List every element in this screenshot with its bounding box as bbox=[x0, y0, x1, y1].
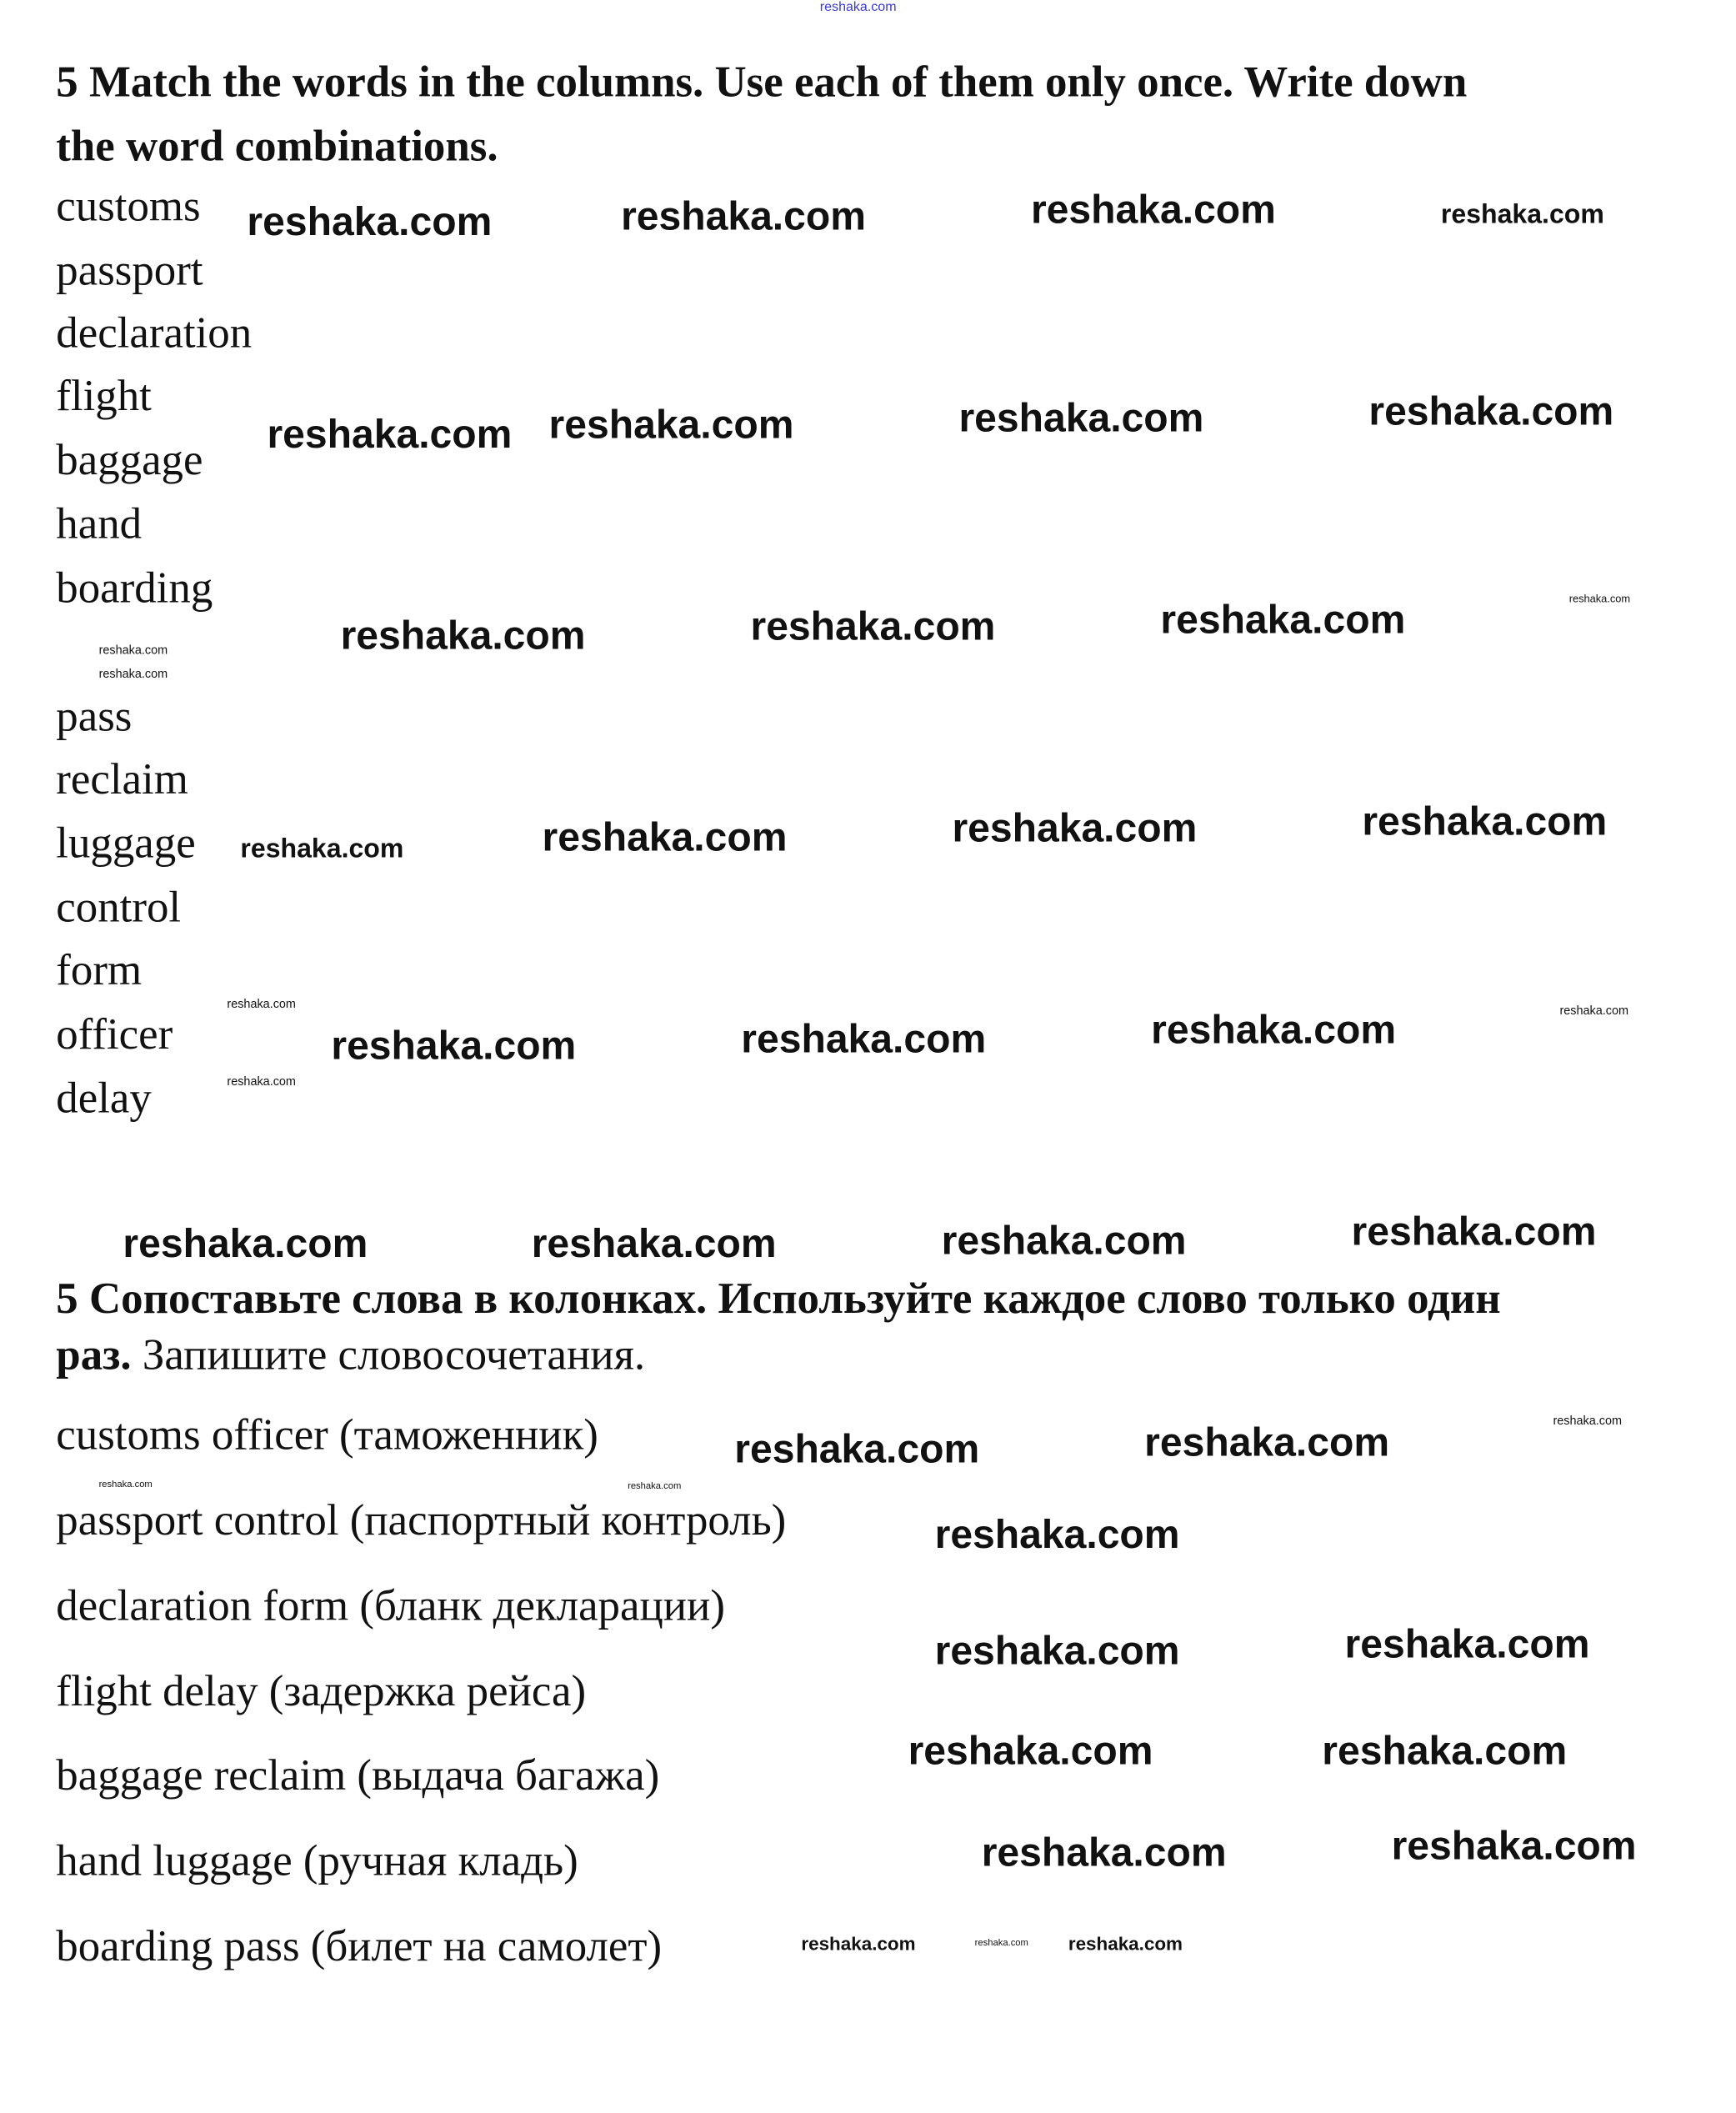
word-item-delay: delay bbox=[56, 1074, 152, 1124]
watermark: reshaka.com bbox=[98, 667, 168, 681]
watermark: reshaka.com bbox=[548, 403, 794, 448]
watermark: reshaka.com bbox=[1144, 1420, 1390, 1465]
watermark: reshaka.com bbox=[1151, 1008, 1397, 1053]
word-item-pass: pass bbox=[56, 693, 133, 742]
watermark: reshaka.com bbox=[734, 1427, 980, 1472]
watermark: reshaka.com bbox=[340, 614, 586, 658]
answer-item: flight delay (задержка рейса) bbox=[56, 1668, 587, 1716]
watermark: reshaka.com bbox=[1568, 593, 1631, 605]
answer-item: baggage reclaim (выдача багажа) bbox=[56, 1752, 660, 1800]
watermark: reshaka.com bbox=[1351, 1209, 1597, 1254]
watermark: reshaka.com bbox=[98, 1480, 153, 1490]
watermark: reshaka.com bbox=[542, 816, 788, 860]
watermark: reshaka.com bbox=[934, 1513, 1180, 1558]
watermark: reshaka.com bbox=[628, 1481, 682, 1491]
answer-item: passport control (паспортный контроль) bbox=[56, 1497, 787, 1545]
watermark: reshaka.com bbox=[123, 1222, 368, 1266]
watermark: reshaka.com bbox=[1160, 598, 1406, 643]
watermark: reshaka.com bbox=[247, 200, 493, 245]
watermark: reshaka.com bbox=[1322, 1729, 1568, 1774]
watermark: reshaka.com bbox=[750, 604, 996, 649]
watermark: reshaka.com bbox=[267, 413, 513, 457]
watermark: reshaka.com bbox=[1030, 188, 1276, 233]
watermark: reshaka.com bbox=[1391, 1824, 1637, 1869]
watermark: reshaka.com bbox=[908, 1729, 1153, 1774]
answer-item: declaration form (бланк декларации) bbox=[56, 1582, 725, 1631]
watermark: reshaka.com bbox=[1440, 200, 1604, 230]
watermark: reshaka.com bbox=[240, 834, 404, 864]
exercise-heading-line2: the word combinations. bbox=[56, 123, 498, 172]
watermark: reshaka.com bbox=[952, 806, 1198, 851]
word-item-luggage: luggage bbox=[56, 819, 196, 869]
watermark: reshaka.com bbox=[1553, 1414, 1623, 1428]
word-item-form: form bbox=[56, 947, 143, 995]
watermark: reshaka.com bbox=[958, 396, 1204, 441]
word-item-boarding: boarding bbox=[56, 564, 213, 613]
watermark: reshaka.com bbox=[1068, 1932, 1183, 1955]
watermark: reshaka.com bbox=[1368, 389, 1614, 434]
watermark: reshaka.com bbox=[331, 1024, 577, 1069]
word-item-control: control bbox=[56, 884, 182, 933]
watermark: reshaka.com bbox=[227, 1074, 296, 1089]
top-watermark: reshaka.com bbox=[819, 0, 897, 15]
watermark: reshaka.com bbox=[1362, 799, 1608, 844]
watermark: reshaka.com bbox=[941, 1219, 1187, 1264]
word-item-customs: customs bbox=[56, 183, 201, 232]
watermark: reshaka.com bbox=[531, 1222, 777, 1266]
answer-item: boarding pass (билет на самолет) bbox=[56, 1923, 663, 1971]
watermark: reshaka.com bbox=[621, 194, 867, 239]
word-item-officer: officer bbox=[56, 1010, 173, 1059]
word-item-declaration: declaration bbox=[56, 309, 253, 358]
ru-heading-bold: раз. bbox=[56, 1331, 132, 1380]
watermark: reshaka.com bbox=[1559, 1004, 1629, 1018]
ru-heading-line1: 5 Сопоставьте слова в колонках. Используйте каждое слово только один bbox=[56, 1275, 1501, 1324]
exercise-heading-line1: 5 Match the words in the columns. Use each of them only once. Write down bbox=[56, 58, 1468, 108]
watermark: reshaka.com bbox=[974, 1938, 1028, 1948]
watermark: reshaka.com bbox=[741, 1017, 987, 1062]
watermark: reshaka.com bbox=[801, 1932, 916, 1955]
answer-item: customs officer (таможенник) bbox=[56, 1411, 598, 1460]
watermark: reshaka.com bbox=[981, 1830, 1227, 1875]
word-item-hand: hand bbox=[56, 500, 143, 549]
ru-heading-rest: Запишите словосочетания. bbox=[131, 1331, 646, 1380]
word-item-passport: passport bbox=[56, 247, 203, 296]
word-item-reclaim: reclaim bbox=[56, 755, 188, 804]
watermark: reshaka.com bbox=[1344, 1622, 1590, 1667]
watermark: reshaka.com bbox=[934, 1629, 1180, 1674]
word-item-flight: flight bbox=[56, 373, 152, 421]
word-item-baggage: baggage bbox=[56, 436, 203, 485]
ru-heading-line2 bbox=[56, 1331, 646, 1380]
watermark: reshaka.com bbox=[98, 643, 168, 657]
answer-item: hand luggage (ручная кладь) bbox=[56, 1837, 578, 1886]
watermark: reshaka.com bbox=[227, 997, 296, 1011]
